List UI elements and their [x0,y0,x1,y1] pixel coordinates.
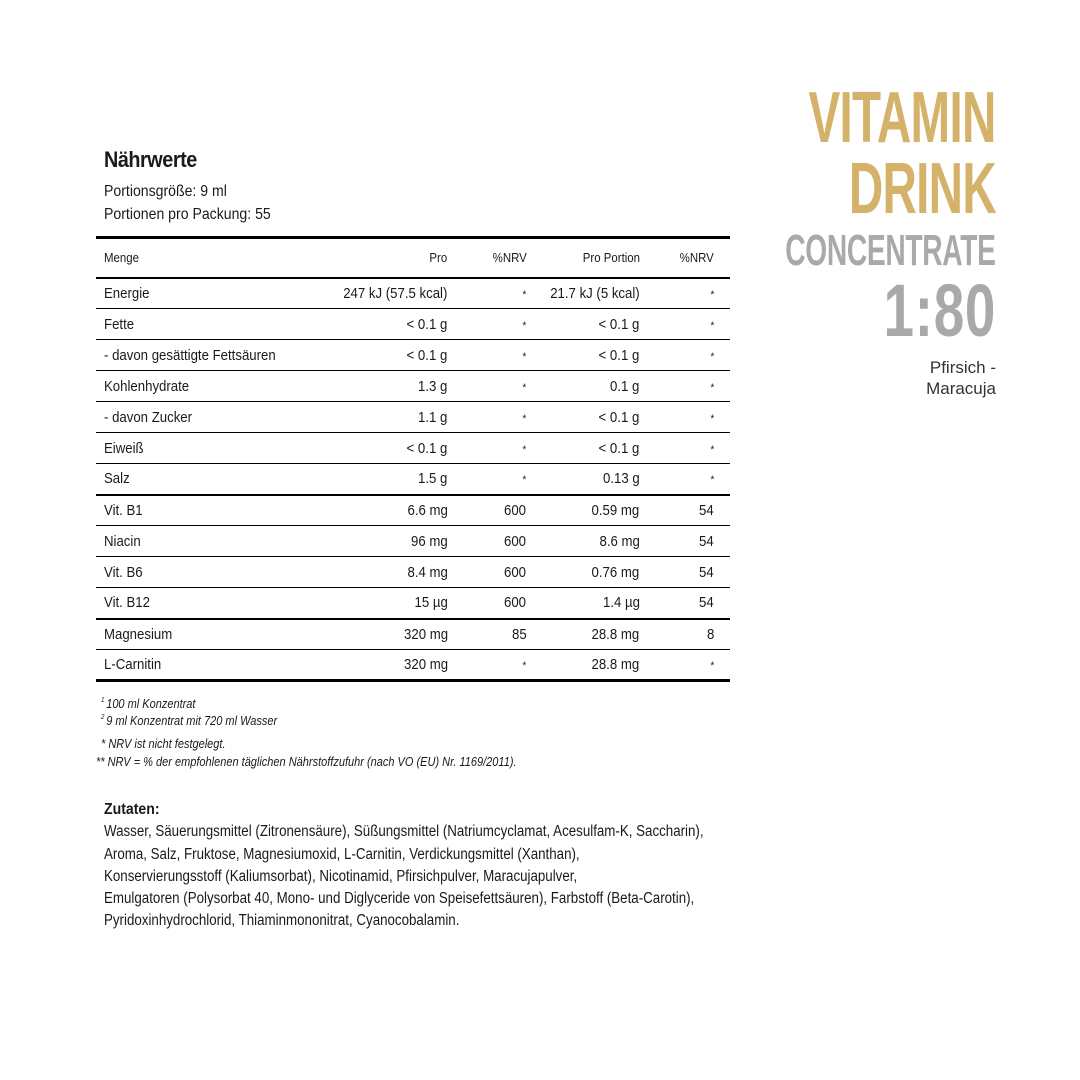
cell-name: Kohlenhydrate [104,377,190,395]
table-row [96,650,730,681]
cell-pro: < 0.1 g [406,346,448,364]
table-row [96,278,730,309]
cell-name: Fette [104,315,135,333]
cell-name: Magnesium [104,625,173,643]
cell-nrv: * [522,474,527,487]
brand-ratio: 1:80 [883,269,996,352]
ingredients-line: Pyridoxinhydrochlorid, Thiaminmononitrat, Cyanocobalamin. [104,912,460,929]
table-row [96,619,730,650]
ingredients-title: Zutaten: [104,801,160,818]
cell-nrv-portion: * [710,474,714,487]
cell-nrv-portion: * [710,350,714,363]
ingredients-line: Wasser, Säuerungsmittel (Zitronensäure), Süßungsmittel (Natriumcyclamat, Acesulfam-K, Saccharin), [104,823,704,840]
cell-name: Energie [104,284,150,302]
flavor-line-2: Maracuja [926,379,996,398]
cell-pro: 1.1 g [418,408,448,426]
table-row [96,309,730,340]
cell-nrv: * [522,319,527,332]
cell-nrv: * [522,443,527,456]
cell-nrv-portion: 8 [706,625,714,643]
column-header-menge: Menge [104,250,139,266]
table-row [96,588,730,619]
footnote-2 [101,714,277,728]
cell-name: - davon gesättigte Fettsäuren [104,346,276,364]
cell-pro-portion: 0.13 g [602,470,640,488]
flavor-line-1: Pfirsich - [929,358,996,377]
cell-pro-portion: 1.4 µg [602,594,640,612]
cell-pro-portion: 21.7 kJ (5 kcal) [550,284,640,302]
ingredients-line: Aroma, Salz, Fruktose, Magnesiumoxid, L-Carnitin, Verdickungsmittel (Xanthan), [104,846,580,863]
cell-pro-portion: < 0.1 g [598,346,640,364]
footnote-1-mark: 1 [101,697,105,704]
cell-nrv-portion: * [710,381,714,394]
table-row [96,402,730,433]
cell-pro-portion: 0.59 mg [591,501,640,519]
brand-vitamin: VITAMIN [808,78,996,158]
column-header-nrv-portion: %NRV [679,250,714,266]
brand-drink: DRINK [848,149,996,229]
brand-concentrate: CONCENTRATE [785,226,996,275]
cell-nrv-portion: * [710,288,714,301]
cell-nrv: 85 [511,625,527,643]
column-header-pro-portion: Pro Portion [582,250,640,266]
cell-pro: 15 µg [414,594,448,612]
cell-name: - davon Zucker [104,408,193,426]
cell-nrv: 600 [504,563,527,581]
cell-pro-portion: < 0.1 g [598,315,640,333]
table-row [96,433,730,464]
cell-name: L-Carnitin [104,656,162,673]
cell-pro: 320 mg [403,625,448,643]
cell-nrv: 600 [504,501,527,519]
portions-per-pack: Portionen pro Packung: 55 [104,206,271,223]
portion-size: Portionsgröße: 9 ml [104,183,227,200]
cell-pro: 96 mg [410,532,448,550]
footnote-1 [101,697,195,711]
cell-nrv: * [522,660,527,672]
cell-pro: 6.6 mg [407,501,448,519]
cell-pro-portion: 28.8 mg [591,656,640,673]
ingredients-line: Konservierungsstoff (Kaliumsorbat), Nicotinamid, Pfirsichpulver, Maracujapulver, [104,868,578,885]
cell-nrv: * [522,412,527,425]
cell-name: Vit. B12 [104,594,150,612]
table-row [96,464,730,495]
cell-pro-portion: 8.6 mg [599,532,640,550]
table-row [96,371,730,402]
cell-nrv-portion: * [710,660,714,672]
cell-name: Niacin [104,532,141,550]
cell-pro-portion: 28.8 mg [591,625,640,643]
cell-pro: 1.5 g [418,470,448,488]
footnote-2-text: 9 ml Konzentrat mit 720 ml Wasser [106,714,278,728]
table-row [96,526,730,557]
footnote-3: * NRV ist nicht festgelegt. [101,737,226,751]
cell-nrv: * [522,350,527,363]
table-header-row [96,238,730,278]
footnote-4: ** NRV = % der empfohlenen täglichen Nährstoffzufuhr (nach VO (EU) Nr. 1169/2011). [96,755,517,769]
cell-nrv: * [522,381,527,394]
cell-nrv: * [522,288,527,301]
cell-nrv-portion: 54 [699,532,714,550]
cell-name: Eiweiß [104,439,144,457]
cell-pro-portion: 0.1 g [610,377,640,395]
nutrition-table [96,236,730,682]
cell-name: Salz [104,470,130,488]
table-row [96,495,730,526]
cell-nrv-portion: 54 [699,563,714,581]
cell-nrv-portion: * [710,319,714,332]
cell-pro: 247 kJ (57.5 kcal) [343,284,448,302]
cell-nrv-portion: 54 [699,501,714,519]
cell-nrv: 600 [504,532,527,550]
ingredients-line: Emulgatoren (Polysorbat 40, Mono- und Diglyceride von Speisefettsäuren), Farbstoff (Beta-Carotin), [104,890,695,907]
table-body [96,278,730,681]
cell-pro-portion: < 0.1 g [598,408,640,426]
cell-name: Vit. B6 [104,563,143,581]
cell-pro-portion: 0.76 mg [591,563,640,581]
cell-name: Vit. B1 [104,501,143,519]
cell-pro: 8.4 mg [407,563,448,581]
column-header-nrv: %NRV [492,250,527,266]
table-row [96,340,730,371]
cell-pro-portion: < 0.1 g [598,439,640,457]
cell-nrv-portion: 54 [699,594,714,612]
cell-nrv-portion: * [710,412,714,425]
cell-nrv: 600 [504,594,527,612]
cell-pro: < 0.1 g [406,315,448,333]
cell-nrv-portion: * [710,443,714,456]
cell-pro: 1.3 g [418,377,448,395]
column-header-pro: Pro [429,250,448,266]
cell-pro: 320 mg [403,656,448,673]
table-row [96,557,730,588]
footnote-1-text: 100 ml Konzentrat [106,697,196,711]
cell-pro: < 0.1 g [406,439,448,457]
footnote-2-mark: 2 [101,714,105,721]
page-title: Nährwerte [104,147,197,172]
